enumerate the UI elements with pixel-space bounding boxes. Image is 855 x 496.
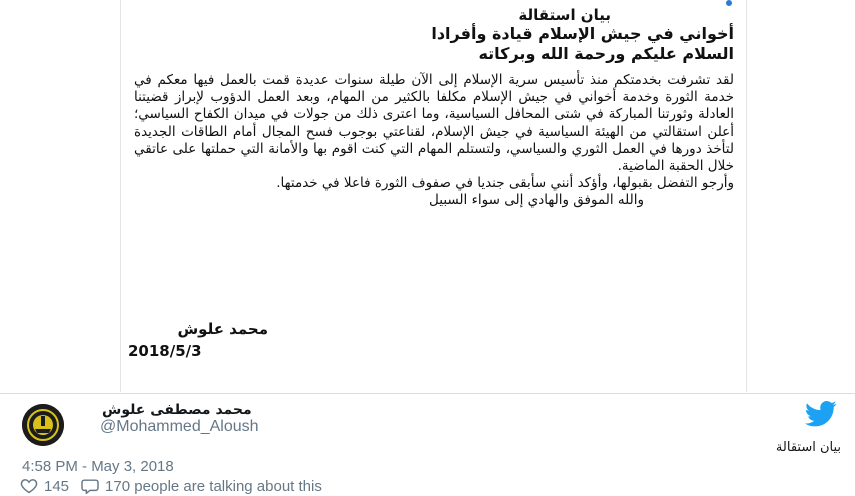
like-count: 145 bbox=[44, 477, 70, 495]
greeting-line-2: السلام عليكم ورحمة الله وبركاته bbox=[478, 44, 734, 63]
avatar[interactable] bbox=[22, 404, 64, 446]
tweet-timestamp[interactable]: 4:58 PM - May 3, 2018 bbox=[22, 458, 174, 475]
army-emblem-icon bbox=[22, 404, 64, 446]
letter-title: بيان استقالة bbox=[518, 6, 611, 24]
resignation-letter-image bbox=[120, 0, 747, 392]
author-name[interactable]: محمد مصطفى علوش bbox=[102, 402, 252, 418]
author-handle[interactable]: @Mohammed_Aloush bbox=[100, 418, 259, 435]
speech-bubble-icon[interactable] bbox=[81, 478, 99, 494]
divider bbox=[0, 393, 855, 394]
tweet-text: بيان استقالة bbox=[775, 440, 841, 455]
greeting-line-1: أخواني في جيش الإسلام قيادة وأفرادا bbox=[431, 24, 734, 43]
letter-signature bbox=[128, 318, 268, 362]
tweet-actions bbox=[20, 476, 322, 496]
letter-paragraph: لقد تشرفت بخدمتكم منذ تأسيس سرية الإسلام إلى الآن طيلة سنوات عديدة قمت بالعمل فيها معكم في خدمة الثورة وخدمة أخواني في جيش الإسلام مكلفا بالكثير من المهام، وبعد العمل الدؤوب لإبراز قضيتنا العادلة وثورتنا المباركة في شتى المحافل السياسية، وما اعترى ذلك من جولات في ميدان الكفاح السياسي؛ أعلن استقالتي من الهيئة السياسية في جيش الإسلام، لقناعتي بوجوب فسح المجال أمام الطاقات الجديدة لتأخذ دورها في العمل الثوري والسياسي، ولتستلم المهام التي كنت اقوم بها والأمانة التي حملتها على عاتقي خلال الحقبة الماضية. bbox=[134, 72, 734, 175]
heart-icon[interactable] bbox=[20, 478, 38, 494]
letter-body bbox=[134, 72, 734, 210]
letter-greeting bbox=[254, 24, 734, 64]
twitter-bird-icon[interactable] bbox=[805, 400, 837, 428]
talking-about-count[interactable]: 170 people are talking about this bbox=[105, 477, 322, 495]
letter-content bbox=[121, 0, 746, 392]
signature-name: محمد علوش bbox=[177, 320, 268, 338]
letter-paragraph: وأرجو التفضل بقبولها، وأؤكد أنني سأبقى جنديا في صفوف الثورة فاعلا في خدمتها. bbox=[276, 175, 734, 192]
signature-date: 2018/5/3 bbox=[128, 342, 202, 360]
letter-closing: والله الموفق والهادي إلى سواء السبيل bbox=[429, 192, 644, 209]
